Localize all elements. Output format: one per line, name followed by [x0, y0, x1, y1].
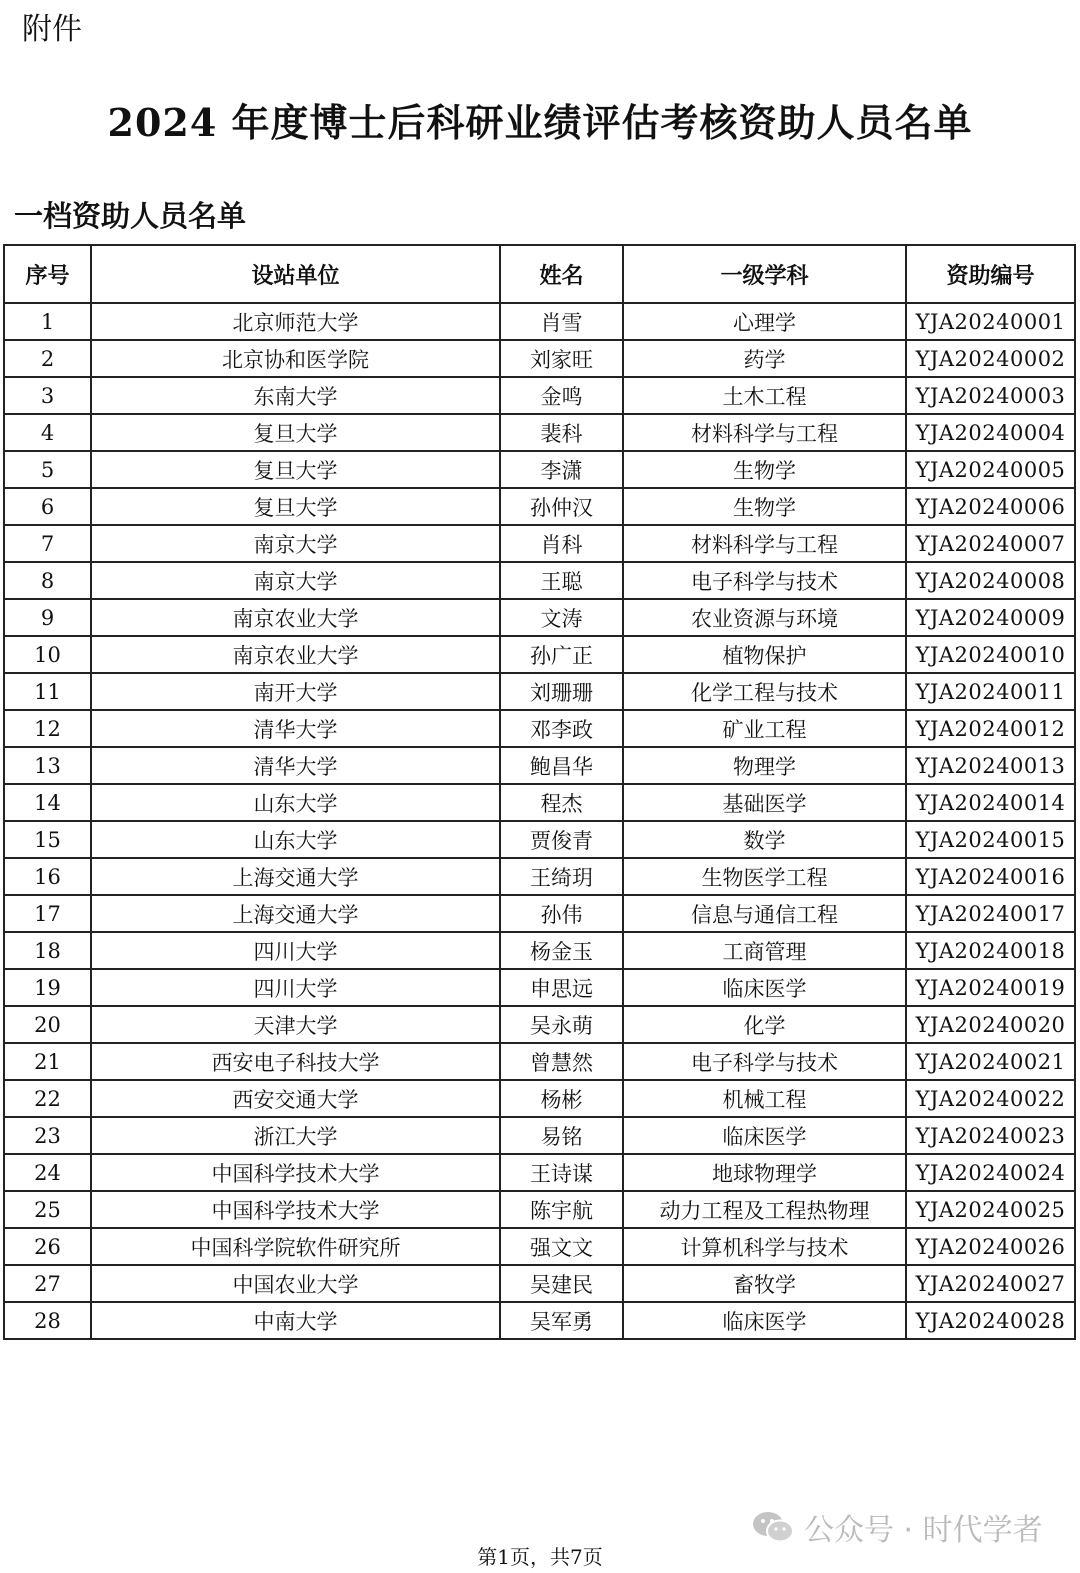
cell-discipline: 电子科学与技术	[623, 1043, 906, 1080]
cell-index: 13	[4, 747, 91, 784]
cell-institution: 南京大学	[91, 562, 500, 599]
table-row	[4, 1080, 1075, 1117]
cell-name: 陈宇航	[500, 1191, 623, 1228]
cell-name: 申思远	[500, 969, 623, 1006]
cell-discipline: 化学	[623, 1006, 906, 1043]
cell-index: 26	[4, 1228, 91, 1265]
cell-institution: 南京农业大学	[91, 636, 500, 673]
cell-name: 刘珊珊	[500, 673, 623, 710]
cell-institution: 浙江大学	[91, 1117, 500, 1154]
cell-grant-code: YJA20240014	[906, 784, 1075, 821]
cell-institution: 南京农业大学	[91, 599, 500, 636]
cell-discipline: 生物学	[623, 488, 906, 525]
cell-name: 孙仲汉	[500, 488, 623, 525]
cell-name: 鲍昌华	[500, 747, 623, 784]
cell-name: 曾慧然	[500, 1043, 623, 1080]
table-row	[4, 1043, 1075, 1080]
attachment-label: 附件	[22, 12, 82, 47]
cell-index: 5	[4, 451, 91, 488]
header-grant-code: 资助编号	[906, 245, 1075, 303]
page-title: 2024 年度博士后科研业绩评估考核资助人员名单	[107, 100, 973, 145]
cell-name: 吴建民	[500, 1265, 623, 1302]
cell-grant-code: YJA20240020	[906, 1006, 1075, 1043]
cell-index: 19	[4, 969, 91, 1006]
cell-discipline: 数学	[623, 821, 906, 858]
cell-discipline: 基础医学	[623, 784, 906, 821]
table-row	[4, 636, 1075, 673]
cell-discipline: 地球物理学	[623, 1154, 906, 1191]
cell-index: 16	[4, 858, 91, 895]
cell-index: 9	[4, 599, 91, 636]
cell-grant-code: YJA20240028	[906, 1302, 1075, 1339]
table-row	[4, 895, 1075, 932]
cell-institution: 西安电子科技大学	[91, 1043, 500, 1080]
cell-index: 18	[4, 932, 91, 969]
cell-grant-code: YJA20240019	[906, 969, 1075, 1006]
cell-name: 王聪	[500, 562, 623, 599]
cell-index: 21	[4, 1043, 91, 1080]
table-row	[4, 969, 1075, 1006]
cell-grant-code: YJA20240006	[906, 488, 1075, 525]
cell-discipline: 心理学	[623, 303, 906, 340]
table-row	[4, 377, 1075, 414]
cell-grant-code: YJA20240003	[906, 377, 1075, 414]
cell-name: 肖雪	[500, 303, 623, 340]
cell-discipline: 农业资源与环境	[623, 599, 906, 636]
cell-grant-code: YJA20240018	[906, 932, 1075, 969]
cell-institution: 西安交通大学	[91, 1080, 500, 1117]
cell-discipline: 植物保护	[623, 636, 906, 673]
cell-institution: 上海交通大学	[91, 858, 500, 895]
cell-grant-code: YJA20240002	[906, 340, 1075, 377]
cell-discipline: 临床医学	[623, 969, 906, 1006]
cell-discipline: 材料科学与工程	[623, 525, 906, 562]
cell-institution: 北京师范大学	[91, 303, 500, 340]
cell-name: 贾俊青	[500, 821, 623, 858]
cell-index: 1	[4, 303, 91, 340]
cell-institution: 复旦大学	[91, 414, 500, 451]
cell-institution: 中国科学技术大学	[91, 1154, 500, 1191]
cell-discipline: 临床医学	[623, 1117, 906, 1154]
cell-grant-code: YJA20240026	[906, 1228, 1075, 1265]
cell-name: 杨金玉	[500, 932, 623, 969]
cell-name: 刘家旺	[500, 340, 623, 377]
cell-institution: 上海交通大学	[91, 895, 500, 932]
cell-discipline: 土木工程	[623, 377, 906, 414]
header-institution: 设站单位	[91, 245, 500, 303]
cell-discipline: 机械工程	[623, 1080, 906, 1117]
table-row	[4, 1006, 1075, 1043]
table-row	[4, 525, 1075, 562]
cell-discipline: 矿业工程	[623, 710, 906, 747]
cell-institution: 山东大学	[91, 784, 500, 821]
cell-grant-code: YJA20240022	[906, 1080, 1075, 1117]
cell-name: 李潇	[500, 451, 623, 488]
cell-name: 王诗谋	[500, 1154, 623, 1191]
cell-discipline: 生物学	[623, 451, 906, 488]
cell-institution: 北京协和医学院	[91, 340, 500, 377]
cell-index: 10	[4, 636, 91, 673]
cell-institution: 山东大学	[91, 821, 500, 858]
cell-name: 裴科	[500, 414, 623, 451]
cell-index: 14	[4, 784, 91, 821]
cell-discipline: 畜牧学	[623, 1265, 906, 1302]
table-row	[4, 562, 1075, 599]
header-discipline: 一级学科	[623, 245, 906, 303]
header-index: 序号	[4, 245, 91, 303]
cell-grant-code: YJA20240024	[906, 1154, 1075, 1191]
cell-institution: 复旦大学	[91, 451, 500, 488]
table-row	[4, 858, 1075, 895]
table-row	[4, 747, 1075, 784]
cell-institution: 东南大学	[91, 377, 500, 414]
cell-index: 12	[4, 710, 91, 747]
cell-index: 3	[4, 377, 91, 414]
cell-index: 17	[4, 895, 91, 932]
cell-discipline: 工商管理	[623, 932, 906, 969]
table-row	[4, 1228, 1075, 1265]
cell-grant-code: YJA20240021	[906, 1043, 1075, 1080]
cell-name: 强文文	[500, 1228, 623, 1265]
cell-index: 25	[4, 1191, 91, 1228]
table-row	[4, 451, 1075, 488]
cell-index: 7	[4, 525, 91, 562]
cell-discipline: 动力工程及工程热物理	[623, 1191, 906, 1228]
table-row	[4, 1191, 1075, 1228]
cell-index: 23	[4, 1117, 91, 1154]
cell-institution: 清华大学	[91, 710, 500, 747]
cell-grant-code: YJA20240012	[906, 710, 1075, 747]
cell-discipline: 计算机科学与技术	[623, 1228, 906, 1265]
wechat-icon	[752, 1510, 794, 1544]
cell-discipline: 材料科学与工程	[623, 414, 906, 451]
cell-grant-code: YJA20240017	[906, 895, 1075, 932]
cell-discipline: 电子科学与技术	[623, 562, 906, 599]
cell-index: 27	[4, 1265, 91, 1302]
cell-institution: 复旦大学	[91, 488, 500, 525]
cell-grant-code: YJA20240023	[906, 1117, 1075, 1154]
cell-grant-code: YJA20240008	[906, 562, 1075, 599]
cell-institution: 天津大学	[91, 1006, 500, 1043]
cell-name: 肖科	[500, 525, 623, 562]
cell-grant-code: YJA20240010	[906, 636, 1075, 673]
cell-discipline: 化学工程与技术	[623, 673, 906, 710]
cell-institution: 清华大学	[91, 747, 500, 784]
cell-grant-code: YJA20240009	[906, 599, 1075, 636]
cell-institution: 中国科学技术大学	[91, 1191, 500, 1228]
cell-discipline: 生物医学工程	[623, 858, 906, 895]
cell-institution: 中国农业大学	[91, 1265, 500, 1302]
table-header-row	[4, 245, 1075, 303]
watermark-text: 公众号 · 时代学者	[804, 1513, 1043, 1548]
cell-grant-code: YJA20240016	[906, 858, 1075, 895]
table-row	[4, 1302, 1075, 1339]
cell-name: 程杰	[500, 784, 623, 821]
cell-institution: 南京大学	[91, 525, 500, 562]
funding-table	[3, 244, 1076, 1340]
cell-grant-code: YJA20240011	[906, 673, 1075, 710]
table-row	[4, 599, 1075, 636]
cell-index: 8	[4, 562, 91, 599]
table-row	[4, 303, 1075, 340]
cell-grant-code: YJA20240025	[906, 1191, 1075, 1228]
section-title: 一档资助人员名单	[14, 199, 247, 233]
cell-name: 吴军勇	[500, 1302, 623, 1339]
table-row	[4, 710, 1075, 747]
cell-discipline: 物理学	[623, 747, 906, 784]
cell-index: 6	[4, 488, 91, 525]
cell-name: 王绮玥	[500, 858, 623, 895]
cell-grant-code: YJA20240015	[906, 821, 1075, 858]
page-footer: 第1页，共7页	[477, 1545, 603, 1569]
cell-name: 吴永萌	[500, 1006, 623, 1043]
cell-grant-code: YJA20240027	[906, 1265, 1075, 1302]
cell-institution: 南开大学	[91, 673, 500, 710]
cell-name: 杨彬	[500, 1080, 623, 1117]
cell-name: 易铭	[500, 1117, 623, 1154]
table-row	[4, 821, 1075, 858]
table-row	[4, 414, 1075, 451]
table-row	[4, 1265, 1075, 1302]
cell-index: 4	[4, 414, 91, 451]
table-row	[4, 932, 1075, 969]
cell-grant-code: YJA20240004	[906, 414, 1075, 451]
cell-discipline: 临床医学	[623, 1302, 906, 1339]
cell-index: 24	[4, 1154, 91, 1191]
cell-name: 孙伟	[500, 895, 623, 932]
table-row	[4, 340, 1075, 377]
cell-grant-code: YJA20240007	[906, 525, 1075, 562]
table-row	[4, 488, 1075, 525]
cell-index: 28	[4, 1302, 91, 1339]
cell-grant-code: YJA20240001	[906, 303, 1075, 340]
cell-grant-code: YJA20240013	[906, 747, 1075, 784]
table-row	[4, 784, 1075, 821]
cell-institution: 四川大学	[91, 969, 500, 1006]
cell-institution: 中南大学	[91, 1302, 500, 1339]
cell-index: 15	[4, 821, 91, 858]
cell-index: 20	[4, 1006, 91, 1043]
cell-institution: 四川大学	[91, 932, 500, 969]
cell-institution: 中国科学院软件研究所	[91, 1228, 500, 1265]
cell-name: 文涛	[500, 599, 623, 636]
cell-name: 孙广正	[500, 636, 623, 673]
table-row	[4, 1154, 1075, 1191]
cell-name: 邓李政	[500, 710, 623, 747]
cell-grant-code: YJA20240005	[906, 451, 1075, 488]
table-row	[4, 673, 1075, 710]
cell-name: 金鸣	[500, 377, 623, 414]
cell-discipline: 信息与通信工程	[623, 895, 906, 932]
cell-index: 2	[4, 340, 91, 377]
cell-index: 11	[4, 673, 91, 710]
header-name: 姓名	[500, 245, 623, 303]
table-body	[4, 303, 1075, 1339]
cell-discipline: 药学	[623, 340, 906, 377]
cell-index: 22	[4, 1080, 91, 1117]
table-row	[4, 1117, 1075, 1154]
